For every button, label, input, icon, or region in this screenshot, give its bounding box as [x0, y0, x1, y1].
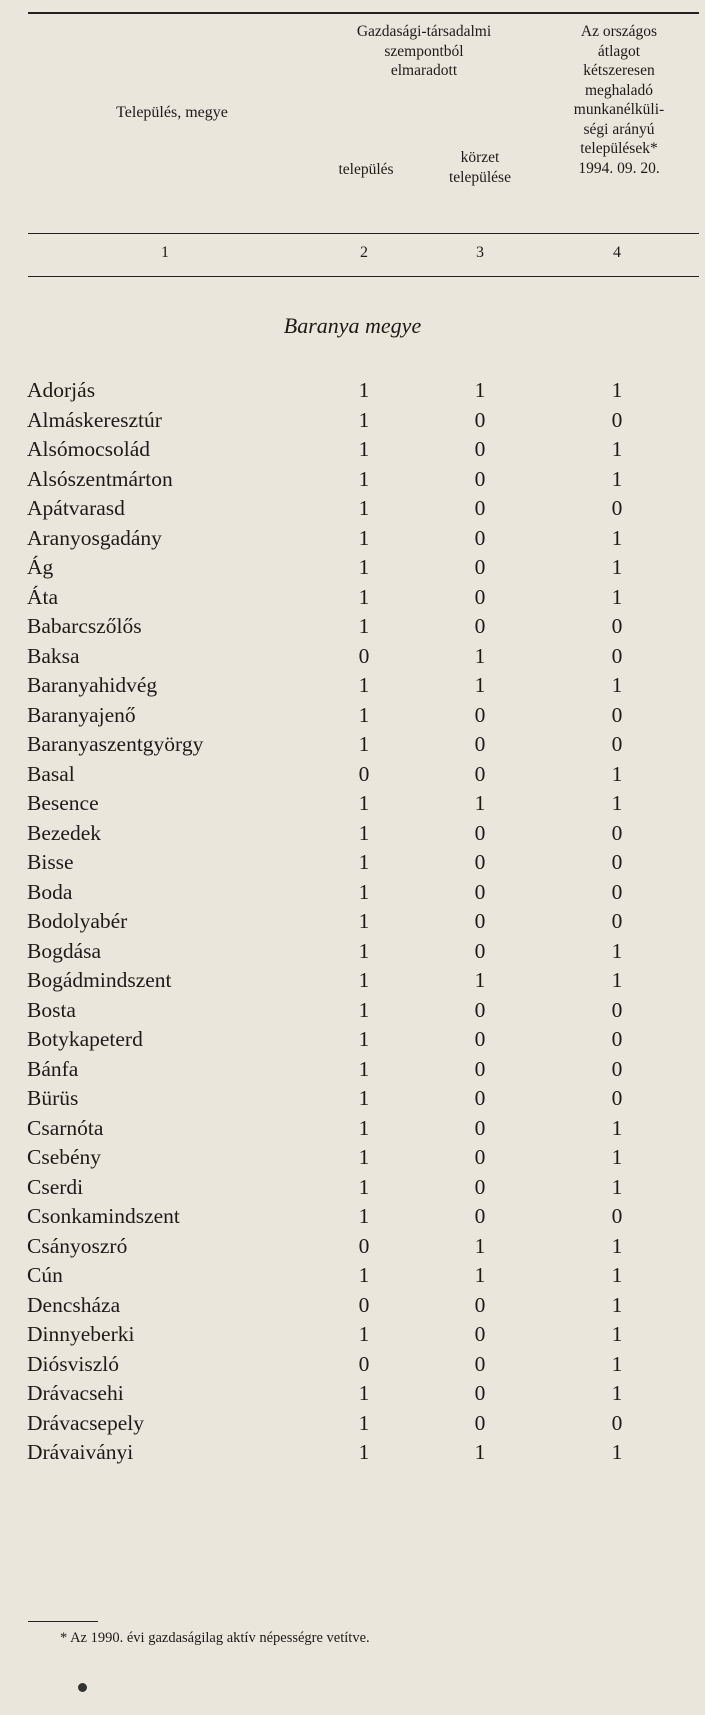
cell-col4: 1: [611, 673, 623, 697]
cell-col3: 1: [474, 643, 486, 668]
cell-col4: 0: [611, 496, 623, 520]
cell-col2: 1: [358, 791, 370, 815]
cell-col4: 1: [611, 555, 623, 579]
cell-col3: 0: [474, 1145, 486, 1169]
cell-col3: 0: [474, 614, 486, 638]
column-number-rule: [28, 276, 699, 277]
settlement-name: Babarcszőlős: [27, 614, 142, 638]
table-row: [0, 1202, 705, 1232]
cell-col3: 0: [474, 555, 486, 579]
cell-col3: 0: [474, 1056, 486, 1081]
settlement-name: Bánfa: [27, 1056, 79, 1081]
cell-col2: 0: [358, 1233, 370, 1258]
cell-col3: 0: [474, 850, 486, 874]
cell-col3: 1: [474, 1263, 486, 1287]
header-col4-line: átlagot: [597, 42, 641, 60]
cell-col4: 0: [611, 1056, 623, 1081]
cell-col2: 0: [358, 1292, 370, 1317]
cell-col3: 0: [474, 1351, 486, 1376]
cell-col2: 1: [358, 584, 370, 609]
table-row: [0, 966, 705, 996]
settlement-name: Dinnyeberki: [27, 1322, 135, 1346]
cell-col4: 0: [611, 909, 623, 933]
settlement-name: Bodolyabér: [27, 909, 128, 933]
cell-col4: 0: [611, 820, 623, 845]
cell-col2: 1: [358, 1381, 370, 1405]
cell-col2: 1: [358, 968, 370, 992]
cell-col4: 0: [611, 1086, 623, 1110]
settlement-name: Apátvarasd: [27, 496, 125, 520]
cell-col2: 1: [358, 614, 370, 638]
table-row: [0, 1438, 705, 1468]
settlement-name: Cserdi: [27, 1174, 84, 1199]
cell-col4: 1: [611, 1263, 623, 1287]
settlement-name: Adorjás: [27, 378, 96, 402]
header-col4-line: ségi arányú: [583, 120, 655, 138]
table-row: [0, 376, 705, 406]
header-col4-line: kétszeresen: [583, 62, 655, 79]
column-number: 1: [161, 244, 169, 261]
table-row: [0, 937, 705, 967]
cell-col4: 1: [611, 1351, 623, 1376]
cell-col2: 1: [358, 1410, 370, 1435]
column-number: 2: [360, 244, 368, 261]
column-number: 4: [613, 244, 621, 261]
table-row: [0, 642, 705, 672]
cell-col3: 0: [474, 938, 486, 963]
cell-col4: 0: [611, 702, 623, 727]
settlement-name: Csányoszró: [27, 1233, 128, 1258]
settlement-name: Almáskeresztúr: [27, 407, 162, 432]
table-row: [0, 1055, 705, 1085]
cell-col2: 0: [358, 1351, 370, 1376]
cell-col4: 0: [611, 614, 623, 638]
cell-col4: 1: [611, 378, 623, 402]
cell-col3: 0: [474, 997, 486, 1022]
table-row: [0, 1084, 705, 1114]
header-col3-line: települése: [449, 168, 511, 186]
cell-col3: 1: [474, 1233, 486, 1258]
header-col4-line: meghaladó: [584, 81, 653, 99]
settlement-name: Cún: [27, 1263, 63, 1287]
cell-col4: 1: [611, 791, 623, 815]
cell-col3: 0: [474, 879, 486, 904]
cell-col2: 1: [358, 938, 370, 963]
cell-col4: 1: [611, 761, 623, 786]
settlement-name: Áta: [27, 584, 59, 609]
cell-col3: 0: [474, 1174, 486, 1199]
cell-col2: 1: [358, 1027, 370, 1051]
header-col4-line: 1994. 09. 20.: [578, 159, 660, 177]
settlement-name: Drávacsepely: [27, 1410, 144, 1435]
cell-col4: 1: [611, 1322, 623, 1346]
header-group-line: szempontból: [384, 42, 464, 60]
column-number: 3: [476, 244, 484, 261]
table-row: [0, 760, 705, 790]
table-row: [0, 1143, 705, 1173]
cell-col2: 1: [358, 525, 370, 550]
header-col4-line: Az országos: [580, 23, 658, 40]
cell-col2: 0: [358, 761, 370, 786]
header-col3-line: körzet: [460, 149, 500, 166]
settlement-name: Ág: [27, 555, 54, 579]
cell-col3: 0: [474, 407, 486, 432]
settlement-name: Dencsháza: [27, 1292, 121, 1317]
table-row: [0, 524, 705, 554]
table-row: [0, 1232, 705, 1262]
cell-col3: 0: [474, 1115, 486, 1140]
cell-col2: 1: [358, 437, 370, 461]
settlement-name: Basal: [27, 761, 75, 786]
table-row: [0, 848, 705, 878]
table-row: [0, 494, 705, 524]
cell-col3: 0: [474, 1027, 486, 1051]
cell-col2: 1: [358, 466, 370, 491]
cell-col4: 1: [611, 1292, 623, 1317]
cell-col4: 1: [611, 1115, 623, 1140]
table-row: [0, 553, 705, 583]
cell-col2: 1: [358, 555, 370, 579]
cell-col3: 1: [474, 1440, 486, 1464]
cell-col3: 0: [474, 909, 486, 933]
table-row: [0, 1025, 705, 1055]
table-row: [0, 701, 705, 731]
cell-col3: 1: [474, 968, 486, 992]
cell-col2: 1: [358, 673, 370, 697]
cell-col2: 1: [358, 879, 370, 904]
cell-col4: 0: [611, 732, 623, 756]
cell-col4: 1: [611, 1145, 623, 1169]
table-row: [0, 789, 705, 819]
cell-col4: 0: [611, 643, 623, 668]
ink-dot: [78, 1683, 87, 1692]
settlement-name: Csonkamindszent: [27, 1204, 180, 1228]
header-col1-label: Település, megye: [116, 104, 228, 121]
table-row: [0, 996, 705, 1026]
cell-col4: 0: [611, 879, 623, 904]
settlement-name: Diósviszló: [27, 1351, 119, 1376]
settlement-name: Bürüs: [27, 1086, 79, 1110]
table-row: [0, 1409, 705, 1439]
cell-col2: 1: [358, 1440, 370, 1464]
cell-col2: 1: [358, 1174, 370, 1199]
table-row: [0, 907, 705, 937]
cell-col2: 1: [358, 732, 370, 756]
cell-col4: 1: [611, 1381, 623, 1405]
settlement-name: Drávaiványi: [27, 1440, 134, 1464]
cell-col4: 1: [611, 1174, 623, 1199]
cell-col2: 1: [358, 909, 370, 933]
footnote: * Az 1990. évi gazdaságilag aktív népességre vetítve.: [60, 1630, 370, 1646]
settlement-name: Csebény: [27, 1145, 102, 1169]
table-row: [0, 612, 705, 642]
settlement-name: Bosta: [27, 997, 76, 1022]
header-col4-line: munkanélküli-: [573, 101, 665, 118]
cell-col4: 1: [611, 1440, 623, 1464]
cell-col4: 0: [611, 850, 623, 874]
cell-col3: 0: [474, 1086, 486, 1110]
cell-col3: 0: [474, 584, 486, 609]
section-title: Baranya megye: [283, 313, 422, 338]
settlement-name: Aranyosgadány: [27, 525, 162, 550]
table-row: [0, 465, 705, 495]
cell-col3: 1: [474, 791, 486, 815]
cell-col4: 1: [611, 1233, 623, 1258]
table-row: [0, 671, 705, 701]
settlement-name: Baranyaszentgyörgy: [27, 732, 204, 756]
cell-col4: 1: [611, 968, 623, 992]
settlement-name: Baranyajenő: [27, 702, 136, 727]
cell-col4: 1: [611, 466, 623, 491]
cell-col2: 1: [358, 1322, 370, 1346]
cell-col2: 1: [358, 997, 370, 1022]
cell-col4: 0: [611, 1027, 623, 1051]
cell-col3: 0: [474, 702, 486, 727]
cell-col4: 0: [611, 1410, 623, 1435]
cell-col2: 1: [358, 1263, 370, 1287]
header-col4-line: települések*: [580, 140, 658, 157]
cell-col4: 1: [611, 525, 623, 550]
table-row: [0, 1173, 705, 1203]
cell-col4: 1: [611, 938, 623, 963]
table-row: [0, 1291, 705, 1321]
cell-col3: 0: [474, 496, 486, 520]
cell-col4: 1: [611, 437, 623, 461]
cell-col3: 0: [474, 1322, 486, 1346]
cell-col2: 1: [358, 1204, 370, 1228]
settlement-name: Baranyahidvég: [27, 673, 158, 697]
table-row: [0, 878, 705, 908]
cell-col3: 0: [474, 761, 486, 786]
table-row: [0, 1114, 705, 1144]
table-row: [0, 435, 705, 465]
cell-col4: 0: [611, 997, 623, 1022]
table-row: [0, 1261, 705, 1291]
settlement-name: Drávacsehi: [27, 1381, 124, 1405]
table-row: [0, 1379, 705, 1409]
cell-col3: 1: [474, 673, 486, 697]
cell-col2: 1: [358, 1115, 370, 1140]
cell-col3: 1: [474, 378, 486, 402]
cell-col4: 1: [611, 584, 623, 609]
cell-col3: 0: [474, 732, 486, 756]
cell-col3: 0: [474, 525, 486, 550]
cell-col2: 1: [358, 1145, 370, 1169]
header-rule: [28, 233, 699, 234]
table-row: [0, 583, 705, 613]
table-top-rule: [28, 12, 699, 14]
table-row: [0, 730, 705, 760]
cell-col2: 1: [358, 1056, 370, 1081]
settlement-name: Besence: [27, 791, 99, 815]
cell-col3: 0: [474, 1292, 486, 1317]
settlement-name: Bogdása: [27, 938, 102, 963]
settlement-name: Boda: [27, 879, 73, 904]
header-col4-label: [548, 22, 690, 178]
settlement-name: Botykapeterd: [27, 1027, 143, 1051]
cell-col2: 1: [358, 496, 370, 520]
cell-col3: 0: [474, 1410, 486, 1435]
cell-col2: 1: [358, 702, 370, 727]
header-col3-label: [424, 148, 536, 187]
settlement-name: Bisse: [27, 850, 74, 874]
cell-col2: 1: [358, 820, 370, 845]
settlement-name: Bogádmindszent: [27, 968, 172, 992]
header-group-line: elmaradott: [390, 62, 458, 79]
table-row: [0, 1320, 705, 1350]
table-row: [0, 1350, 705, 1380]
settlement-name: Alsószentmárton: [27, 466, 173, 491]
cell-col2: 1: [358, 378, 370, 402]
settlement-name: Csarnóta: [27, 1115, 104, 1140]
cell-col3: 0: [474, 466, 486, 491]
settlement-name: Bezedek: [27, 820, 102, 845]
table-row: [0, 406, 705, 436]
cell-col2: 1: [358, 1086, 370, 1110]
cell-col2: 1: [358, 407, 370, 432]
cell-col3: 0: [474, 820, 486, 845]
table-body: [0, 376, 705, 1468]
cell-col3: 0: [474, 1204, 486, 1228]
footnote-rule: [28, 1621, 98, 1622]
cell-col4: 0: [611, 407, 623, 432]
header-group-line: Gazdasági-társadalmi: [356, 23, 492, 40]
cell-col3: 0: [474, 437, 486, 461]
header-group-label: [318, 22, 530, 81]
settlement-name: Alsómocsolád: [27, 437, 151, 461]
cell-col2: 1: [358, 850, 370, 874]
cell-col2: 0: [358, 643, 370, 668]
table-row: [0, 819, 705, 849]
cell-col3: 0: [474, 1381, 486, 1405]
header-col2-label: település: [338, 161, 394, 178]
cell-col4: 0: [611, 1204, 623, 1228]
settlement-name: Baksa: [27, 643, 80, 668]
